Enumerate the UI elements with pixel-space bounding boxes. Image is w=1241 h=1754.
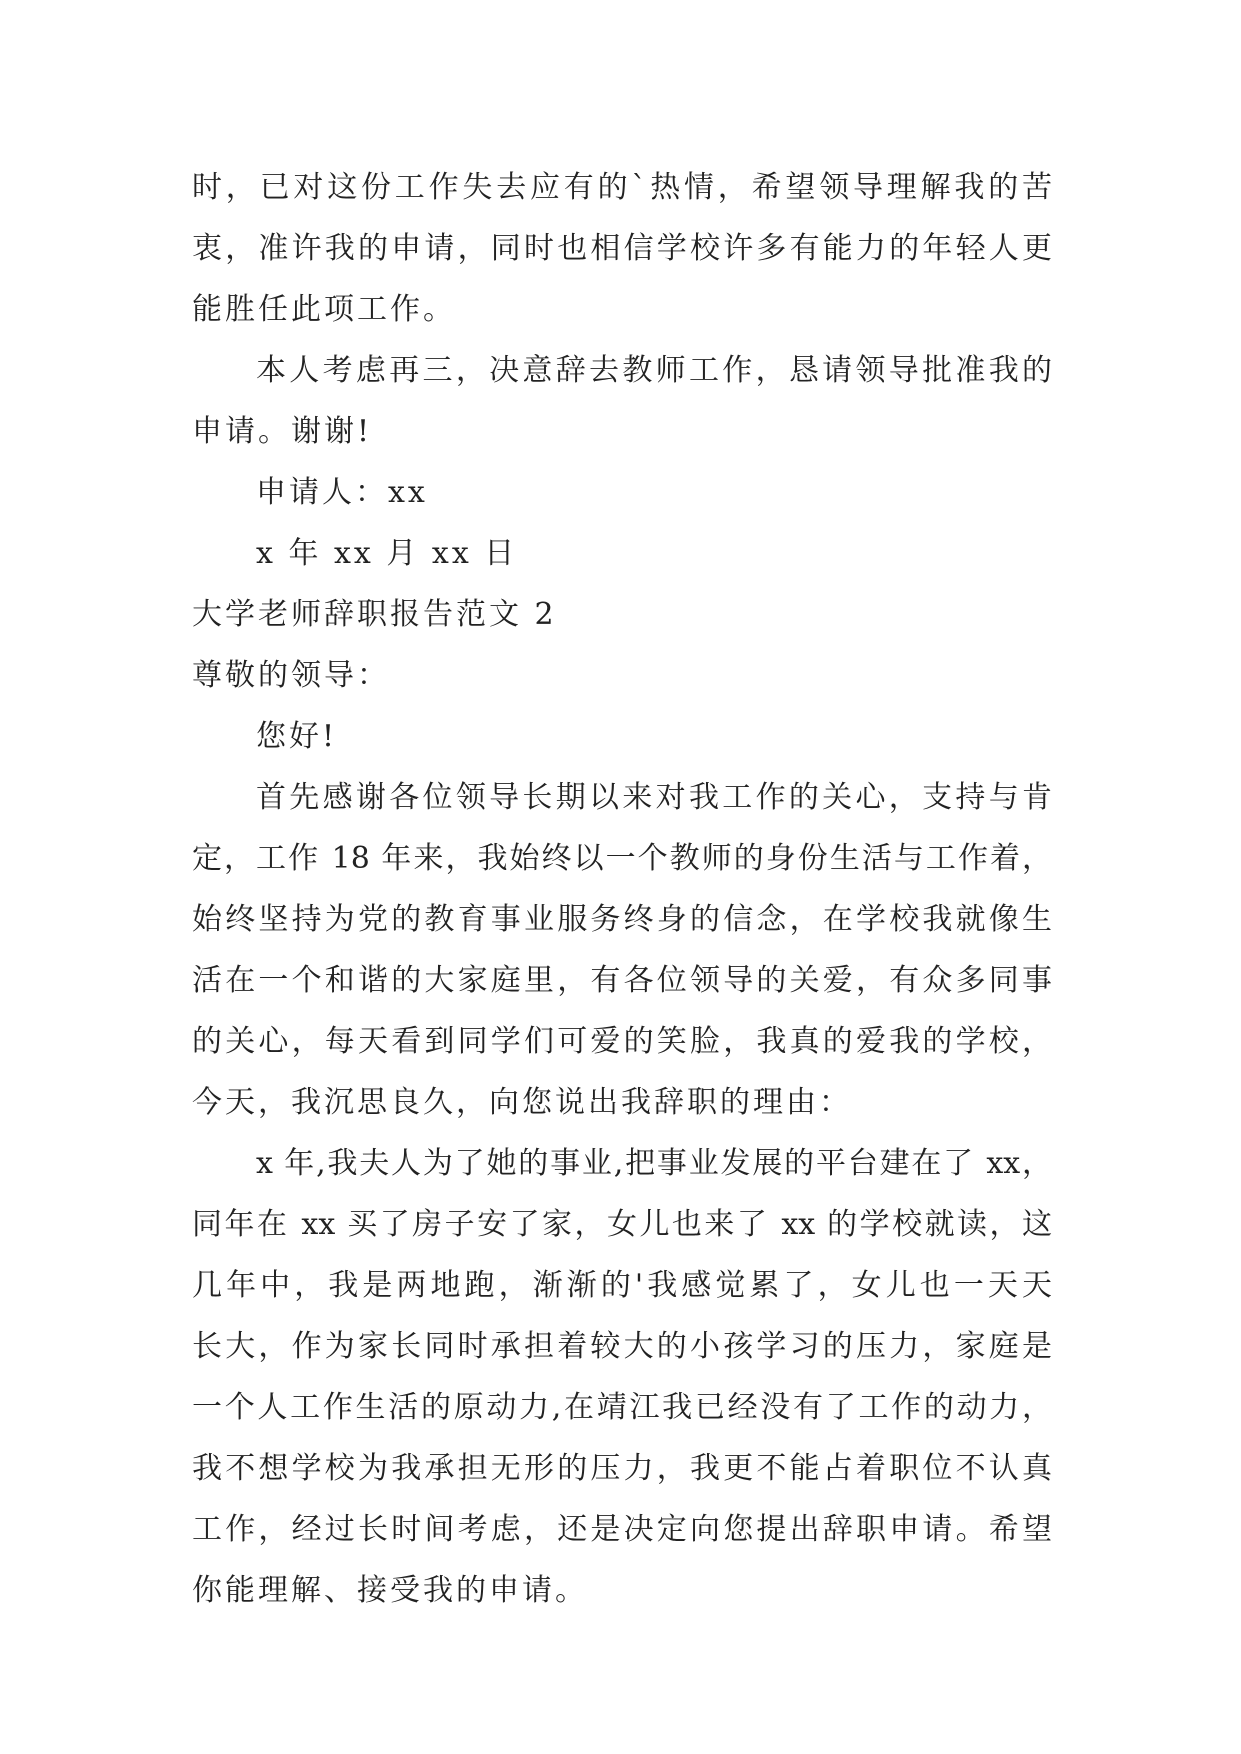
paragraph-line: 一个人工作生活的原动力,在靖江我已经没有了工作的动力， (192, 1390, 1052, 1425)
paragraph-line: 能胜任此项工作。 (192, 292, 456, 327)
signature-date: x 年 xx 月 xx 日 (256, 536, 518, 571)
signature-applicant: 申请人：xx (256, 475, 428, 510)
paragraph-line: 衷，准许我的申请，同时也相信学校许多有能力的年轻人更 (192, 231, 1052, 266)
paragraph-line: 你能理解、接受我的申请。 (192, 1573, 588, 1608)
paragraph-line: 定，工作 18 年来，我始终以一个教师的身份生活与工作着， (192, 841, 1052, 876)
paragraph-line: 工作，经过长时间考虑，还是决定向您提出辞职申请。希望 (192, 1512, 1052, 1547)
paragraph-line: 活在一个和谐的大家庭里，有各位领导的关爱，有众多同事 (192, 963, 1052, 998)
paragraph-line: 申请。谢谢! (192, 414, 373, 449)
greeting: 您好! (256, 719, 338, 754)
paragraph-line: 几年中，我是两地跑，渐渐的'我感觉累了，女儿也一天天 (192, 1268, 1052, 1303)
paragraph-line: 长大，作为家长同时承担着较大的小孩学习的压力，家庭是 (192, 1329, 1052, 1364)
paragraph-line: 我不想学校为我承担无形的压力，我更不能占着职位不认真 (192, 1451, 1052, 1486)
section-heading: 大学老师辞职报告范文 2 (192, 597, 557, 632)
paragraph-line: 始终坚持为党的教育事业服务终身的信念，在学校我就像生 (192, 902, 1052, 937)
paragraph-line: 本人考虑再三，决意辞去教师工作，恳请领导批准我的 (256, 353, 1052, 388)
paragraph-line: 同年在 xx 买了房子安了家，女儿也来了 xx 的学校就读，这 (192, 1207, 1052, 1242)
paragraph-line: 的关心，每天看到同学们可爱的笑脸，我真的爱我的学校， (192, 1024, 1052, 1059)
paragraph-line: x 年,我夫人为了她的事业,把事业发展的平台建在了 xx， (256, 1146, 1052, 1181)
paragraph-line: 时，已对这份工作失去应有的`热情，希望领导理解我的苦 (192, 170, 1052, 205)
paragraph-line: 今天，我沉思良久，向您说出我辞职的理由： (192, 1085, 852, 1120)
paragraph-line: 首先感谢各位领导长期以来对我工作的关心，支持与肯 (256, 780, 1052, 815)
document-body (192, 157, 1052, 1621)
salutation: 尊敬的领导： (192, 658, 390, 693)
